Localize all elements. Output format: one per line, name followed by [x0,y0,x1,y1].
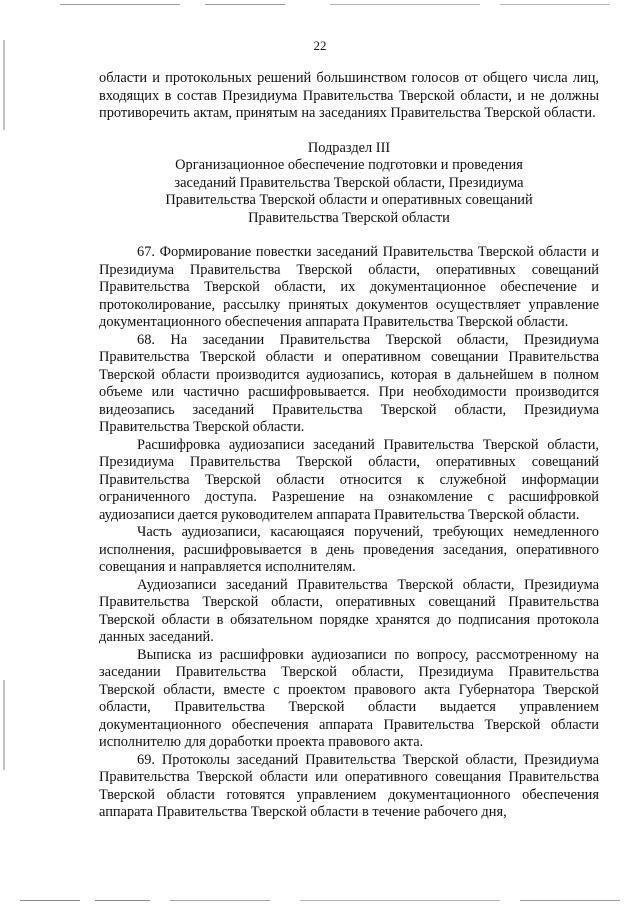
section-heading [99,140,599,228]
paragraph-68-storage: Аудиозаписи заседаний Правительства Тверской области, Президиума Правительства Тверской области, оперативных совещаний Правительства Тверской области в обязательном порядке хранятся до подписания протокола данных заседаний. [99,576,599,645]
paragraph-68: 68. На заседании Правительства Тверской области, Президиума Правительства Тверской области и оперативном совещании Правительства Тверской области производится аудиозапись, которая в дальнейшем в полном объеме или частично расшифровывается. При необходимости производится видеозапись заседаний Правительства Тверской области, Президиума Правительства Тверской области. [99,331,599,435]
page-number: 22 [313,38,327,53]
section-heading-line-3: заседаний Правительства Тверской области, Президиума [174,174,524,191]
paragraph-68-decoding: Расшифровка аудиозаписи заседаний Правительства Тверской области, Президиума Правительства Тверской области, оперативных совещаний Правительства Тверской области относится к служебной информации ограниченного доступа. Разрешение на ознакомление с расшифровкой аудиозаписи дается руководителем аппарата Правительства Тверской области. [99,436,599,523]
section-heading-line-1: Подраздел III [307,139,391,156]
document-body [99,70,599,822]
paragraph-69: 69. Протоколы заседаний Правительства Тверской области, Президиума Правительства Тверской области или оперативного совещания Правительства Тверской области готовятся управлением документационного обеспечения аппарата Правительства Тверской области в течение рабочего дня, [99,751,599,820]
paragraph-68-extract: Выписка из расшифровки аудиозаписи по вопросу, рассмотренному на заседании Правительства Тверской области, Президиума Правительства Тверской области, вместе с проектом правового акта Губернатора Тверской области, Правительства Тверской области выдается управлением документационного обеспечения аппарата Правительства Тверской области исполнителю для доработки проекта правового акта. [99,646,599,750]
section-heading-line-4: Правительства Тверской области и оперативных совещаний [165,192,533,208]
scan-edge-bottom [0,895,640,905]
scan-margin-mark-lower [3,680,5,770]
opening-paragraph: области и протокольных решений большинством голосов от общего числа лиц, входящих в состав Президиума Правительства Тверской области, и не должны противоречить актам, принятым на заседаниях Правительства Тверской области. [99,70,599,121]
paragraph-68-urgent-part: Часть аудиозаписи, касающаяся поручений, требующих немедленного исполнения, расшифровывается в день проведения заседания, оперативного совещания и направляется исполнителям. [99,524,599,575]
scan-edge-top [0,0,640,8]
paragraph-67: 67. Формирование повестки заседаний Правительства Тверской области и Президиума Правительства Тверской области, оперативных совещаний Правительства Тверской области, их документационное обеспечение и протоколирование, рассылку принятых документов осуществляет управление документационного обеспечения аппарата Правительства Тверской области. [99,244,599,330]
section-heading-line-2: Организационное обеспечение подготовки и проведения [175,157,523,173]
section-heading-line-5: Правительства Тверской области [248,209,450,226]
